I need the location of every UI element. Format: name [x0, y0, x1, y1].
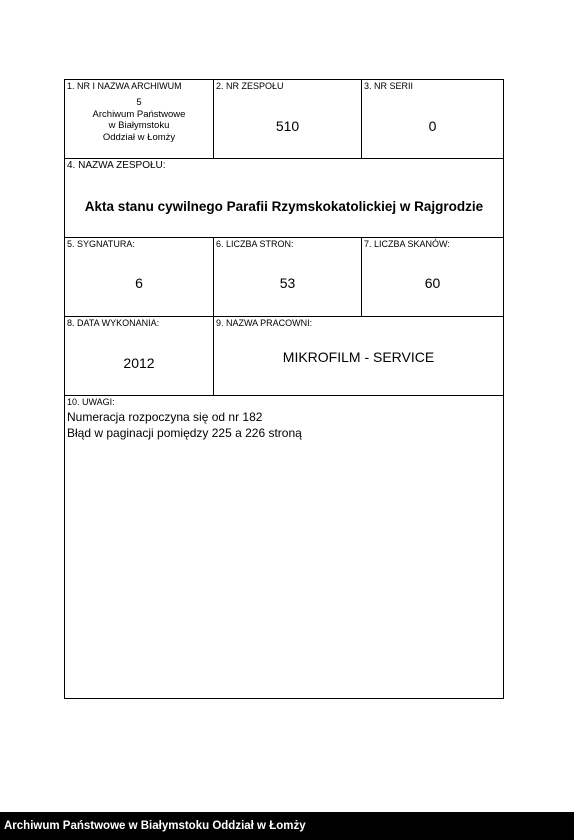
archive-name — [65, 97, 213, 143]
notes-label: 10. UWAGI: — [67, 397, 115, 407]
fond-name-label: 4. NAZWA ZESPOŁU: — [67, 160, 166, 171]
scan-count-value: 60 — [424, 275, 441, 291]
date-label: 8. DATA WYKONANIA: — [67, 318, 160, 328]
fond-number-value: 510 — [275, 118, 300, 134]
notes-line-2: Błąd w paginacji pomiędzy 225 a 226 stroną — [67, 426, 302, 440]
fond-name-value: Akta stanu cywilnego Parafii Rzymskokatolickiej w Rajgrodzie — [84, 199, 484, 214]
archive-cell — [64, 79, 214, 159]
page-count-cell — [213, 237, 362, 317]
fond-number-cell — [213, 79, 362, 159]
notes-text — [67, 409, 302, 441]
signature-value: 6 — [135, 275, 143, 291]
page-count-value: 53 — [279, 275, 296, 291]
date-cell — [64, 316, 214, 396]
archive-name-line-1: Archiwum Państwowe — [92, 108, 186, 120]
signature-label: 5. SYGNATURA: — [67, 239, 135, 249]
notes-line-1: Numeracja rozpoczyna się od nr 182 — [67, 410, 263, 424]
archive-label: 1. NR I NAZWA ARCHIWUM — [67, 81, 182, 91]
workshop-value: MIKROFILM - SERVICE — [282, 349, 435, 365]
footer-bar: Archiwum Państwowe w Białymstoku Oddział w Łomży — [0, 812, 574, 840]
workshop-cell — [213, 316, 504, 396]
scan-count-label: 7. LICZBA SKANÓW: — [364, 239, 450, 249]
series-number-label: 3. NR SERII — [364, 81, 414, 91]
workshop-label: 9. NAZWA PRACOWNI: — [216, 318, 313, 328]
archive-number: 5 — [136, 97, 142, 108]
archive-metadata-form — [64, 79, 504, 699]
signature-cell — [64, 237, 214, 317]
fond-name-cell — [64, 158, 504, 238]
series-number-value: 0 — [428, 118, 437, 134]
series-number-cell — [361, 79, 504, 159]
page-count-label: 6. LICZBA STRON: — [216, 239, 294, 249]
date-value: 2012 — [123, 355, 155, 371]
archive-name-line-3: Oddział w Łomży — [102, 131, 176, 143]
notes-cell — [64, 395, 504, 699]
fond-number-label: 2. NR ZESPOŁU — [216, 81, 284, 91]
scan-count-cell — [361, 237, 504, 317]
archive-name-line-2: w Białymstoku — [108, 120, 170, 131]
